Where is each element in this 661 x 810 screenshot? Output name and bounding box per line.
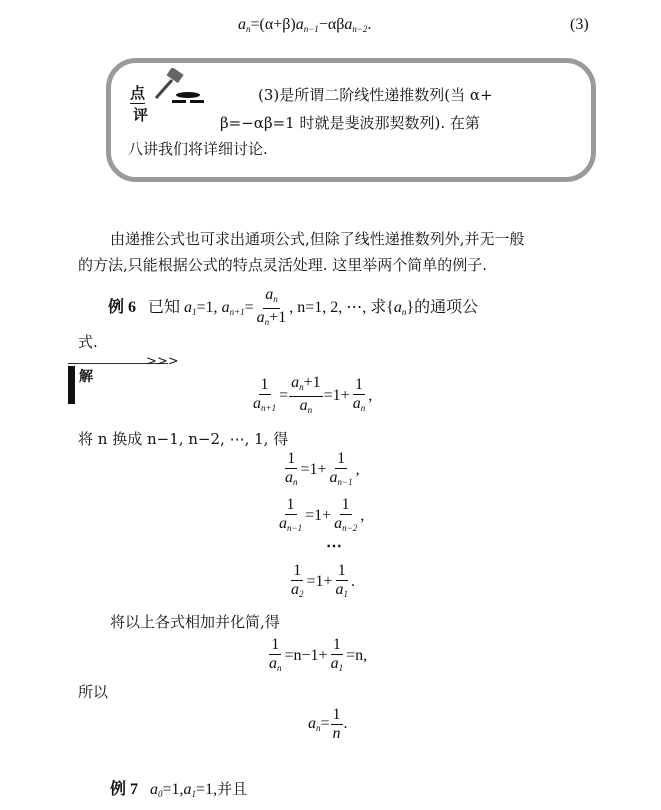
num: 1 — [286, 496, 295, 513]
sub: 1 — [192, 307, 197, 318]
comment-badge-bottom: 评 — [133, 106, 149, 124]
var: a — [256, 309, 265, 326]
fraction — [251, 376, 278, 417]
gavel-icon — [150, 68, 212, 108]
paragraph-line-1: 由递推公式也可求出通项公式,但除了线性递推数列外,并无一般 — [110, 230, 525, 248]
text: =1+ — [300, 461, 327, 479]
solution-badge: 解 — [79, 369, 93, 385]
num: 1 — [260, 376, 269, 393]
num: 1 — [287, 450, 296, 467]
sub: n−2 — [342, 523, 358, 533]
text: , — [355, 461, 360, 479]
sub: n — [401, 307, 407, 318]
sub: n−1 — [287, 523, 303, 533]
var: a — [335, 581, 344, 598]
var: a — [291, 581, 299, 598]
arrows-icon: >>> — [146, 354, 179, 369]
therefore-text: 所以 — [78, 683, 109, 701]
sub: n−1 — [337, 477, 353, 487]
var: a — [285, 469, 293, 486]
solution-marker-bar — [68, 366, 75, 404]
text: =1+ — [323, 387, 350, 405]
fraction — [289, 374, 323, 419]
var: a — [295, 16, 304, 33]
var: a — [334, 515, 343, 532]
example-7 — [110, 776, 247, 799]
sub: n — [360, 403, 366, 413]
comment-line-3: 八讲我们将详细讨论. — [128, 140, 268, 158]
var: a — [344, 16, 353, 33]
var: a — [393, 299, 402, 317]
var: a — [308, 715, 316, 733]
num: 1 — [341, 496, 350, 513]
text: , n=1, 2, ⋯, 求{ — [289, 299, 394, 317]
fraction — [351, 376, 368, 417]
solution-eq-1 — [250, 374, 372, 419]
fraction — [255, 286, 289, 331]
var: a — [299, 397, 308, 414]
text: +1 — [269, 309, 287, 326]
sub: n — [307, 405, 313, 415]
text: = — [279, 387, 289, 405]
comment-badge-top: 点 — [130, 84, 146, 102]
text: . — [343, 715, 348, 733]
text: =(α+β) — [250, 16, 296, 33]
var: a — [150, 781, 159, 798]
sub: n+1 — [261, 403, 277, 413]
num: 1 — [271, 636, 280, 653]
text: = — [244, 299, 254, 317]
text: , — [360, 507, 365, 525]
sub: n — [246, 24, 251, 34]
var: a — [183, 781, 192, 798]
equation-number: (3) — [570, 16, 589, 33]
var: a — [253, 395, 261, 412]
sub: 1 — [343, 589, 349, 599]
var: n — [332, 725, 341, 742]
sub: n — [316, 723, 321, 734]
example-6-continued: 式. — [78, 333, 98, 351]
solution-sum — [266, 636, 367, 677]
text: }的通项公 — [406, 299, 479, 317]
solution-line-1 — [282, 450, 360, 491]
text: =1+ — [305, 507, 332, 525]
text: =1, — [196, 299, 218, 317]
sub: n−2 — [352, 24, 368, 34]
solution-result — [308, 706, 348, 743]
text: −αβ — [318, 16, 345, 33]
text: . — [367, 16, 372, 33]
text: +1 — [303, 374, 321, 391]
comment-line-1: (3)是所谓二阶线性递推数列(当 α+ — [258, 86, 493, 104]
ellipsis: ⋯ — [326, 538, 342, 555]
text: , — [368, 387, 373, 405]
sub: n — [299, 382, 304, 392]
sub: n — [273, 294, 278, 304]
example-6 — [108, 286, 478, 331]
sub: n — [264, 317, 270, 327]
var: a — [265, 286, 274, 303]
solution-line-3 — [288, 562, 355, 603]
num: 1 — [354, 376, 363, 393]
text: . — [351, 573, 356, 591]
var: a — [221, 299, 230, 317]
var: a — [184, 299, 193, 317]
solution-step-1: 将 n 换成 n−1, n−2, ⋯, 1, 得 — [78, 430, 289, 448]
example-label: 例 6 — [108, 299, 137, 317]
solution-step-2: 将以上各式相加并化简,得 — [110, 613, 280, 631]
num: 1 — [293, 562, 302, 579]
text: 已知 — [148, 299, 181, 317]
var: a — [279, 515, 287, 532]
num: 1 — [332, 706, 341, 723]
num: 1 — [337, 562, 346, 579]
var: a — [352, 395, 361, 412]
paragraph-line-2: 的方法,只能根据公式的特点灵活处理. 这里举两个简单的例子. — [78, 256, 488, 274]
sub: 2 — [299, 589, 304, 599]
text: =1, — [196, 781, 218, 798]
sub: 1 — [338, 663, 344, 673]
num: 1 — [332, 636, 341, 653]
var: a — [269, 655, 277, 672]
text: =1, — [162, 781, 184, 798]
sub: 1 — [191, 789, 197, 799]
solution-line-2 — [276, 496, 364, 537]
sub: n+1 — [229, 307, 245, 318]
sub: 0 — [158, 789, 163, 799]
sub: n — [293, 477, 298, 487]
var: a — [330, 655, 339, 672]
sub: n — [277, 663, 282, 673]
num: 1 — [337, 450, 346, 467]
text: =n, — [346, 647, 368, 665]
text: 并且 — [217, 780, 248, 798]
sub: n−1 — [303, 24, 319, 34]
formula-3 — [238, 16, 371, 34]
text: =1+ — [306, 573, 333, 591]
text: =n−1+ — [284, 647, 328, 665]
example-label: 例 7 — [110, 781, 139, 798]
var: a — [238, 16, 246, 33]
var: a — [291, 374, 300, 391]
var: a — [329, 469, 338, 486]
text: = — [320, 715, 330, 733]
comment-line-2: β=−αβ=1 时就是斐波那契数列). 在第 — [220, 114, 480, 132]
